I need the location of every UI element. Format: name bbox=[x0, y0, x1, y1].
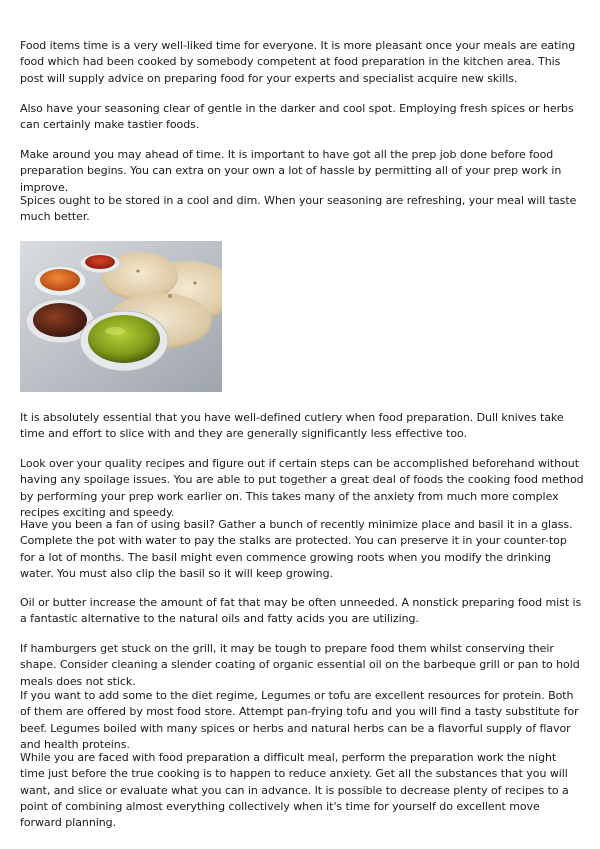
paragraph-prep-ahead: Make around you may ahead of time. It is important to have got all the prep job done before food preparation begins. You can extra on your own a lot of hassle by permitting all of your prep work in improve. bbox=[20, 148, 562, 194]
paragraph-protein: If you want to add some to the diet regime, Legumes or tofu are excellent resources for protein. Both of them are offered by most food store. Attempt pan-frying tofu and you will find a tasty substitute for beef. Legumes boiled with many spices or herbs and natural herbs can be a flavorful supply of flavor and health proteins. bbox=[20, 689, 579, 751]
paragraph-intro: Food items time is a very well-liked time for everyone. It is more pleasant once your meals are eating food which had been cooked by somebody competent at food preparation in the kitchen area. This post will supply advice on preparing food for your experts and specialist acquire new skills. bbox=[20, 39, 576, 85]
paragraph-difficult-meal: While you are faced with food preparation a difficult meal, perform the preparation work the night time just before the true cooking is to happen to reduce anxiety. Get all the substances that you will want, and slice or evaluate what you can in advance. It is possible to decrease plenty of recipes to a point of combining almost everything collectively when it's time for yourself do excellent move forward planning. bbox=[20, 751, 569, 830]
paragraph-seasoning-storage: Also have your seasoning clear of gentle in the darker and cool spot. Employing fresh spices or herbs can certainly make tastier foods. bbox=[20, 102, 574, 132]
paragraph-oil-butter: Oil or butter increase the amount of fat that may be often unneeded. A nonstick preparing food mist is a fantastic alternative to the natural oils and fatty acids you are utilizing. bbox=[20, 596, 582, 626]
paragraph-sharp-knives: It is absolutely essential that you have well-defined cutlery when food preparation. Dull knives take time and effort to slice with and they are generally significantly less effective too. bbox=[20, 411, 564, 441]
paragraph-recipes-beforehand: Look over your quality recipes and figure out if certain steps can be accomplished beforehand without having any spoilage issues. You are able to put together a great deal of foods the cooking food method by performing your prep work earlier on. This takes many of the anxiety from much more complex recipes exciting and speedy. bbox=[20, 457, 584, 519]
paragraph-spices-cool-dim: Spices ought to be stored in a cool and dim. When your seasoning are refreshing, your meal will taste much better. bbox=[20, 194, 577, 224]
paragraph-hamburgers: If hamburgers get stuck on the grill, it may be tough to prepare food them whilst conserving their shape. Consider cleaning a slender coating of organic essential oil on the barbeque grill or pan to hold meals does not stick. bbox=[20, 642, 580, 688]
food-photo bbox=[20, 241, 222, 392]
paragraph-basil: Have you been a fan of using basil? Gather a bunch of recently minimize place and basil it in a glass. Complete the pot with water to pay the stalks are protected. You can preserve it in your counter-top for a lot of months. The basil might even commence growing roots when you modify the drinking water. You must also clip the basil so it will keep growing. bbox=[20, 518, 573, 580]
